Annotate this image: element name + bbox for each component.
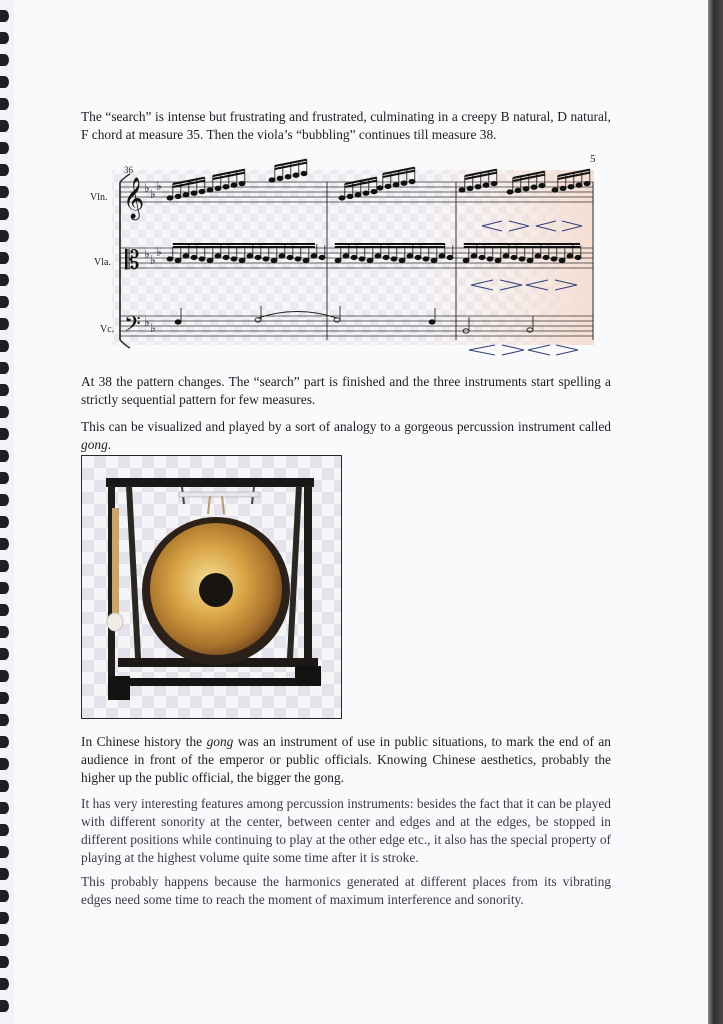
svg-text:♭: ♭ xyxy=(144,247,150,261)
svg-text:♭: ♭ xyxy=(144,315,150,329)
binding-ring xyxy=(0,428,9,440)
note-head xyxy=(351,255,357,259)
note-head xyxy=(507,190,513,194)
note-head xyxy=(576,183,582,187)
gong-italic: gong xyxy=(81,437,108,452)
binding-ring xyxy=(0,736,9,748)
note-head xyxy=(255,255,261,259)
note-head xyxy=(239,258,245,262)
note-head xyxy=(367,258,373,262)
svg-text:♭: ♭ xyxy=(144,181,150,195)
note-head xyxy=(285,175,291,179)
note-head xyxy=(415,255,421,259)
note-head xyxy=(439,254,445,258)
note-head xyxy=(471,254,477,258)
note-head xyxy=(363,191,369,195)
note-head xyxy=(475,185,481,189)
note-head xyxy=(467,186,473,190)
note-head xyxy=(431,258,437,262)
note-head xyxy=(401,181,407,185)
paragraph-gong-harmonics: This probably happens because the harmonics generated at different places from its vibrating edges need some time to reach the moment of maximum interference and sonority. xyxy=(81,874,611,907)
note-head xyxy=(183,254,189,258)
note-head xyxy=(409,179,415,183)
note-head xyxy=(503,254,509,258)
treble-clef-icon: 𝄞 xyxy=(123,178,145,219)
note-head xyxy=(429,320,435,324)
intro-paragraph: The “search” is intense but frustrating and frustrated, culminating in a creepy B natural, D natural, F chord at measure 35. Then the viola’s “bubbling” continues till measure 38. xyxy=(81,109,611,142)
note-head xyxy=(383,255,389,259)
note-head xyxy=(279,254,285,258)
note-head xyxy=(575,255,581,259)
note-head xyxy=(393,183,399,187)
binding-ring xyxy=(0,890,9,902)
note-head xyxy=(551,257,557,261)
note-head xyxy=(399,258,405,262)
binding-ring xyxy=(0,164,9,176)
note-head xyxy=(167,196,173,200)
note-head xyxy=(263,257,269,261)
note-head xyxy=(215,186,221,190)
binding-ring xyxy=(0,208,9,220)
binding-ring xyxy=(0,76,9,88)
note-head xyxy=(495,258,501,262)
note-head xyxy=(519,257,525,261)
binding-ring xyxy=(0,54,9,66)
paragraph-gong-analogy-text: This can be visualized and played by a sort of analogy to a gorgeous percussion instrument called xyxy=(81,419,611,434)
binding-ring xyxy=(0,362,9,374)
svg-text:♭: ♭ xyxy=(156,179,162,193)
binding-ring xyxy=(0,648,9,660)
binding-ring xyxy=(0,912,9,924)
note-head xyxy=(215,254,221,258)
binding-ring xyxy=(0,494,9,506)
binding-ring xyxy=(0,318,9,330)
note-head xyxy=(355,193,361,197)
paragraph-gong-features: It has very interesting features among percussion instruments: besides the fact that it can be played with different sonority at the center, between center and edges and at the edges, be stopped in different positions while continuing to play at the other edge etc., it also has the special property of playing at the highest volume quite some time after it is stroke. xyxy=(81,796,611,865)
note-head xyxy=(559,258,565,262)
note-head xyxy=(271,258,277,262)
note-head xyxy=(568,185,574,189)
note-head xyxy=(287,255,293,259)
paragraph-gong-history xyxy=(81,733,611,787)
note-head xyxy=(343,254,349,258)
note-head xyxy=(199,257,205,261)
note-head xyxy=(560,186,566,190)
note-head xyxy=(339,196,345,200)
binding-ring xyxy=(0,582,9,594)
note-head xyxy=(277,176,283,180)
note-head xyxy=(311,254,317,258)
note-head xyxy=(223,185,229,189)
binding-ring xyxy=(0,604,9,616)
note-head xyxy=(247,254,253,258)
note-head xyxy=(523,187,529,191)
note-head xyxy=(335,258,341,262)
binding-ring xyxy=(0,10,9,22)
paragraph-pattern-change: At 38 the pattern changes. The “search” part is finished and the three instruments start spelling a strictly sequential pattern for few measures. xyxy=(81,374,611,407)
binding-ring xyxy=(0,274,9,286)
binding-ring xyxy=(0,560,9,572)
note-head xyxy=(207,188,213,192)
binding-ring xyxy=(0,538,9,550)
svg-text:♭: ♭ xyxy=(150,187,156,201)
binding-ring xyxy=(0,252,9,264)
note-head xyxy=(407,254,413,258)
binding-ring xyxy=(0,450,9,462)
binding-ring xyxy=(0,120,9,132)
spiral-binding xyxy=(0,0,14,1024)
binding-ring xyxy=(0,846,9,858)
note-head xyxy=(295,257,301,261)
note-head xyxy=(223,255,229,259)
note-head xyxy=(183,193,189,197)
note-head xyxy=(459,188,465,192)
binding-ring xyxy=(0,934,9,946)
page-edge-shadow xyxy=(708,0,723,1024)
binding-ring xyxy=(0,758,9,770)
gong-illustration xyxy=(82,456,342,719)
note-head xyxy=(231,183,237,187)
paragraph-gong-history-end: was an instrument of use in public situations, to mark the end of an audience in front of the emperor or public officials. Knowing Chinese aesthetics, probably the higher up the public official, the bigger the gong. xyxy=(81,734,612,785)
note-head xyxy=(347,194,353,198)
binding-ring xyxy=(0,98,9,110)
note-head xyxy=(293,173,299,177)
note-head xyxy=(207,258,213,262)
note-head xyxy=(539,183,545,187)
note-head xyxy=(515,188,521,192)
note-head xyxy=(375,254,381,258)
binding-ring xyxy=(0,626,9,638)
note-head xyxy=(491,181,497,185)
binding-ring xyxy=(0,714,9,726)
note-head xyxy=(175,194,181,198)
note-head xyxy=(191,255,197,259)
score-page-number: 5 xyxy=(590,153,596,165)
note-head xyxy=(385,184,391,188)
note-head xyxy=(567,254,573,258)
note-head xyxy=(239,181,245,185)
note-head xyxy=(483,183,489,187)
note-head xyxy=(231,257,237,261)
binding-ring xyxy=(0,956,9,968)
note-head xyxy=(527,258,533,262)
note-head xyxy=(301,171,307,175)
binding-ring xyxy=(0,340,9,352)
paragraph-gong-analogy-end: . xyxy=(107,437,112,452)
note-head xyxy=(175,320,181,324)
binding-ring xyxy=(0,670,9,682)
note-head xyxy=(371,189,377,193)
note-head xyxy=(543,255,549,259)
alto-clef-icon: 𝄡 xyxy=(125,246,140,276)
note-head xyxy=(199,189,205,193)
note-head xyxy=(479,255,485,259)
violin-label: Vln. xyxy=(90,192,108,203)
note-head xyxy=(487,257,493,261)
note-head xyxy=(359,257,365,261)
binding-ring xyxy=(0,868,9,880)
paragraph-gong-history-start: In Chinese history the xyxy=(81,734,207,749)
binding-ring xyxy=(0,296,9,308)
music-score xyxy=(90,150,615,365)
note-head xyxy=(552,188,558,192)
binding-ring xyxy=(0,824,9,836)
binding-ring xyxy=(0,142,9,154)
note-head xyxy=(269,178,275,182)
binding-ring xyxy=(0,516,9,528)
measure-number: 36 xyxy=(124,165,133,175)
note-head xyxy=(319,255,325,259)
svg-text:♭: ♭ xyxy=(156,245,162,259)
note-head xyxy=(535,254,541,258)
binding-ring xyxy=(0,1000,9,1012)
note-head xyxy=(531,185,537,189)
paragraph-gong-analogy xyxy=(81,418,611,454)
bass-clef-icon: 𝄢 xyxy=(124,312,141,342)
binding-ring xyxy=(0,186,9,198)
music-score-excerpt xyxy=(90,150,615,365)
binding-ring xyxy=(0,384,9,396)
note-head xyxy=(191,191,197,195)
note-head xyxy=(303,258,309,262)
gong-history-italic: gong xyxy=(206,734,234,749)
note-head xyxy=(377,186,383,190)
viola-label: Vla. xyxy=(94,257,111,268)
binding-ring xyxy=(0,692,9,704)
binding-ring xyxy=(0,780,9,792)
note-head xyxy=(511,255,517,259)
note-head xyxy=(167,257,173,261)
binding-ring xyxy=(0,406,9,418)
binding-ring xyxy=(0,802,9,814)
note-head xyxy=(391,257,397,261)
note-head xyxy=(463,258,469,262)
binding-ring xyxy=(0,978,9,990)
cello-label: Vc. xyxy=(100,324,115,335)
binding-ring xyxy=(0,230,9,242)
note-head xyxy=(175,258,181,262)
note-head xyxy=(584,181,590,185)
note-head xyxy=(423,257,429,261)
note-head xyxy=(447,255,453,259)
svg-text:♭: ♭ xyxy=(150,321,156,335)
svg-text:♭: ♭ xyxy=(150,253,156,267)
gong-photo xyxy=(81,455,342,719)
binding-ring xyxy=(0,472,9,484)
binding-ring xyxy=(0,32,9,44)
